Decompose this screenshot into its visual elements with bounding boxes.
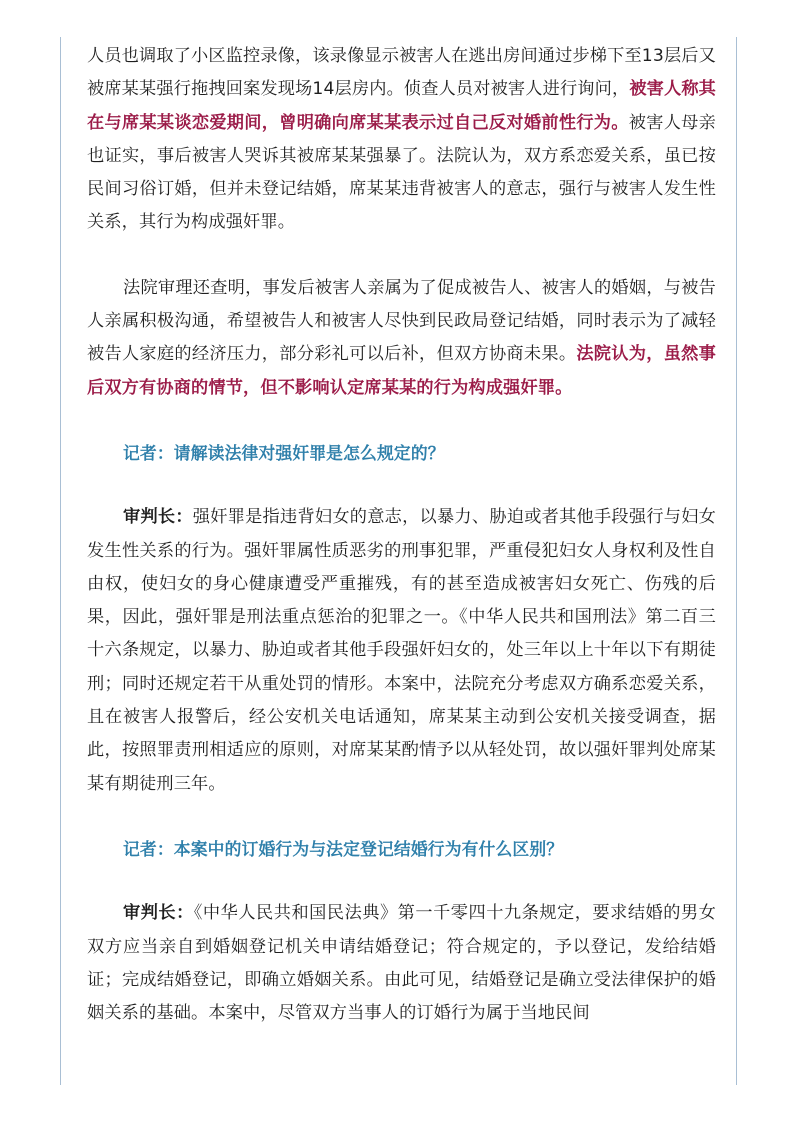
left-margin-rule [60, 37, 61, 1085]
paragraph-gap [87, 801, 716, 833]
judge-answer [87, 501, 716, 801]
paragraph-text: 被害人母亲也证实，事后被害人哭诉其被席某某强暴了。法院认为，双方系恋爱关系，虽已按民间习俗订婚，但并未登记结婚，席某某违背被害人的意志，强行与被害人发生性关系，其行为构成强奸罪。 [87, 112, 716, 233]
paragraph-gap [87, 240, 716, 272]
right-margin-rule [736, 37, 737, 1085]
paragraph-text: 法院审理还查明，事发后被害人亲属为了促成被告人、被害人的婚姻，与被告人亲属积极沟通，希望被告人和被害人尽快到民政局登记结婚，同时表示为了减轻被告人家庭的经济压力，部分彩礼可以后补，但双方协商未果。 [87, 277, 716, 365]
reporter-question: 记者：请解读法律对强奸罪是怎么规定的？ [123, 442, 445, 463]
answer-text: 强奸罪是指违背妇女的意志，以暴力、胁迫或者其他手段强行与妇女发生性关系的行为。强奸罪属性质恶劣的刑事犯罪，严重侵犯妇女人身权利及性自由权，使妇女的身心健康遭受严重摧残，有的甚至造成被害妇女死亡、伤残的后果，因此，强奸罪是刑法重点惩治的犯罪之一。《中华人民共和国刑法》第二百三十六条规定，以暴力、胁迫或者其他手段强奸妇女的，处三年以上十年以下有期徒刑；同时还规定若干从重处罚的情形。本案中，法院充分考虑双方确系恋爱关系，且在被害人报警后，经公安机关电话通知，席某某主动到公安机关接受调查，据此，按照罪责刑相适应的原则，对席某某酌情予以从轻处罚，故以强奸罪判处席某某有期徒刑三年。 [87, 507, 716, 794]
paragraph-court-finding [87, 272, 716, 405]
speaker-label: 审判长： [123, 507, 193, 528]
highlighted-text: 被害人称其在与席某某谈恋爱期间，曾明确向席某某表示过自己反对婚前性行为。 [87, 79, 717, 133]
reporter-question: 记者：本案中的订婚行为与法定登记结婚行为有什么区别？ [123, 838, 564, 859]
paragraph-gap [87, 405, 716, 437]
judge-answer [87, 897, 716, 1030]
paragraph-gap [87, 866, 716, 897]
speaker-label: 审判长： [123, 903, 194, 924]
paragraph-case-facts [87, 40, 716, 240]
answer-text: 《中华人民共和国民法典》第一千零四十九条规定，要求结婚的男女双方应当亲自到婚姻登记机关申请结婚登记；符合规定的，予以登记，发给结婚证；完成结婚登记，即确立婚姻关系。由此可见，结婚登记是确立受法律保护的婚姻关系的基础。本案中，尽管双方当事人的订婚行为属于当地民间 [87, 903, 716, 1024]
paragraph-gap [87, 470, 716, 501]
article-body [87, 40, 716, 1030]
highlighted-text: 法院认为，虽然事后双方有协商的情节，但不影响认定席某某的行为构成强奸罪。 [87, 344, 716, 398]
paragraph-text: 人员也调取了小区监控录像，该录像显示被害人在逃出房间通过步梯下至13层后又被席某某强行拖拽回案发现场14层房内。侦查人员对被害人进行询问， [87, 46, 716, 100]
